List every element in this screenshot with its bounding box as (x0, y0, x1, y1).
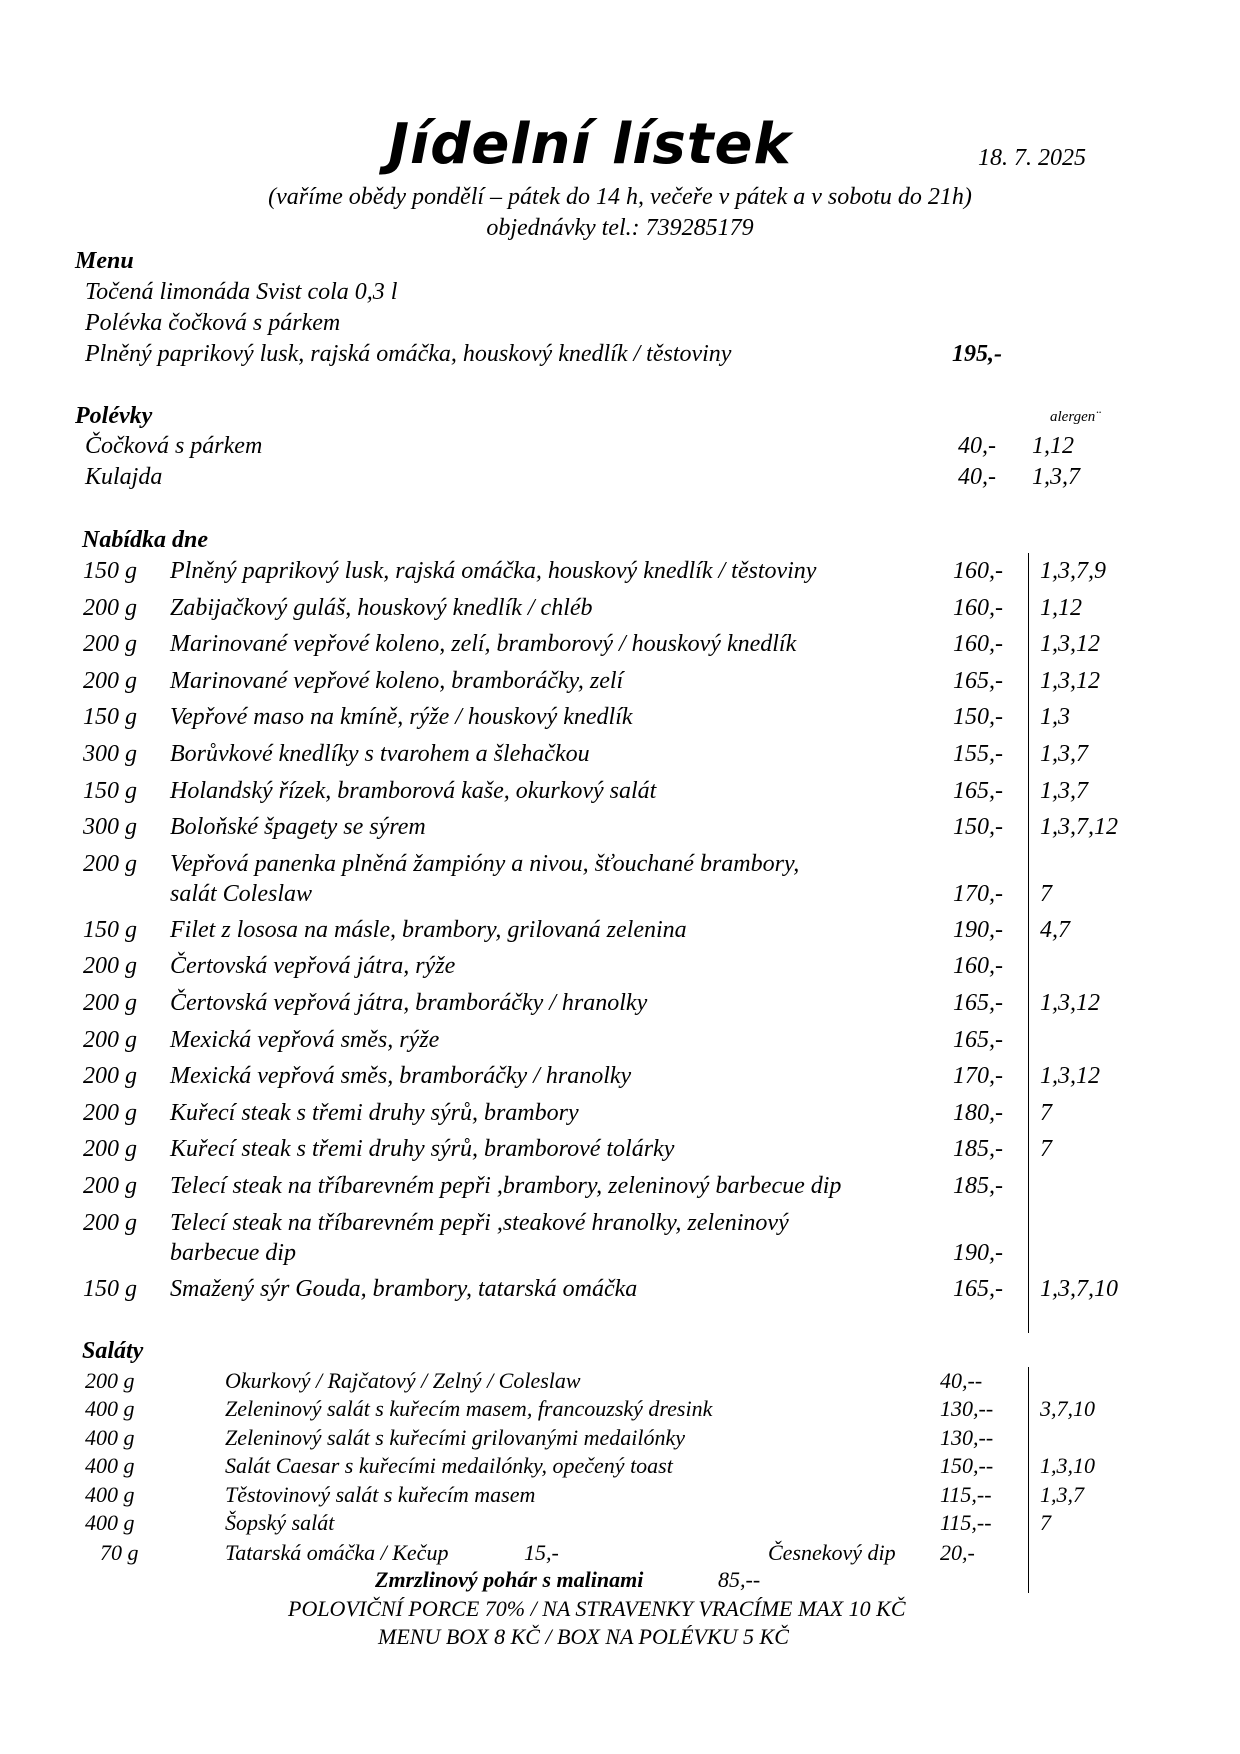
salad-name: Salát Caesar s kuřecími medailónky, opečený toast (225, 1453, 673, 1479)
dish-name: Boloňské špagety se sýrem (170, 814, 426, 841)
salad-weight: 400 g (85, 1510, 135, 1535)
dish-name: Marinované vepřové koleno, zelí, bramborový / houskový knedlík (170, 631, 797, 658)
dish-name: Holandský řízek, bramborová kaše, okurkový salát (170, 777, 657, 804)
sauce-tatar: Tatarská omáčka / Kečup (225, 1540, 449, 1565)
menu-item-drink: Točená limonáda Svist cola 0,3 l (85, 279, 398, 305)
dish-price: 180,- (953, 1099, 1003, 1126)
dish-weight: 300 g (83, 814, 137, 841)
dish-weight: 200 g (83, 1173, 137, 1199)
dish-weight: 200 g (83, 1099, 137, 1126)
salad-price: 115,-- (940, 1510, 992, 1535)
dish-allergens: 1,3,7,12 (1040, 814, 1118, 841)
dish-name: Mexická vepřová směs, rýže (170, 1026, 440, 1053)
dish-weight: 150 g (83, 558, 137, 584)
dish-allergens: 1,3,12 (1040, 667, 1100, 694)
soups-heading: Polévky (75, 403, 153, 429)
dish-name: Kuřecí steak s třemi druhy sýrů, bramborové tolárky (170, 1136, 675, 1163)
sauce-garlic-price: 20,- (940, 1540, 975, 1565)
soup-price: 40,- (958, 433, 996, 459)
salad-allergens: 1,3,10 (1040, 1453, 1095, 1479)
dish-allergens: 1,3,7,10 (1040, 1275, 1118, 1302)
dish-weight: 200 g (83, 990, 137, 1016)
dish-price: 165,- (953, 1026, 1003, 1053)
dish-price: 150,- (953, 704, 1003, 731)
salad-price: 40,-- (940, 1368, 983, 1393)
sauce-tatar-price: 15,- (524, 1540, 559, 1565)
salad-name: Zeleninový salát s kuřecími grilovanými medailónky (225, 1424, 686, 1450)
opening-hours: (vaříme obědy pondělí – pátek do 14 h, večeře v pátek a v sobotu do 21h) (268, 184, 972, 210)
dish-price: 165,- (953, 1275, 1003, 1302)
dish-allergens: 1,3,7 (1040, 741, 1088, 767)
footer-line-boxes: MENU BOX 8 KČ / BOX NA POLÉVKU 5 KČ (378, 1624, 789, 1649)
dish-name: Telecí steak na tříbarevném pepři ,brambory, zeleninový barbecue dip (170, 1173, 842, 1199)
dish-name-cont: salát Coleslaw (170, 880, 313, 907)
dish-allergens: 1,12 (1040, 594, 1082, 621)
dish-price: 170,- (953, 1063, 1003, 1090)
dish-allergens: 7 (1040, 880, 1052, 907)
dish-name: Vepřové maso na kmíně, rýže / houskový knedlík (170, 704, 633, 731)
salad-weight: 400 g (85, 1481, 135, 1507)
dish-allergens: 1,3,12 (1040, 990, 1100, 1016)
dish-weight: 200 g (83, 1063, 137, 1090)
dish-price: 160,- (953, 594, 1003, 621)
dish-price: 185,- (953, 1173, 1003, 1199)
dish-allergens: 7 (1040, 1099, 1052, 1126)
dish-name: Filet z lososa na másle, brambory, grilovaná zelenina (170, 916, 687, 943)
dish-weight: 200 g (83, 953, 137, 980)
dish-name: Plněný paprikový lusk, rajská omáčka, houskový knedlík / těstoviny (170, 558, 817, 584)
dish-allergens: 7 (1040, 1136, 1052, 1163)
salad-weight: 400 g (85, 1396, 135, 1422)
menu-item-main: Plněný paprikový lusk, rajská omáčka, houskový knedlík / těstoviny (85, 341, 732, 367)
dish-weight: 200 g (83, 667, 137, 694)
footer-line-portions: POLOVIČNÍ PORCE 70% / NA STRAVENKY VRACÍME MAX 10 KČ (288, 1596, 906, 1621)
dish-weight: 150 g (83, 916, 137, 943)
dessert-price: 85,-- (718, 1567, 761, 1592)
menu-price: 195,- (952, 341, 1002, 367)
dish-price: 160,- (953, 631, 1003, 658)
dish-name: Mexická vepřová směs, bramboráčky / hranolky (170, 1063, 632, 1090)
salad-weight: 400 g (85, 1453, 135, 1479)
dish-price: 165,- (953, 777, 1003, 804)
dish-name-cont: barbecue dip (170, 1239, 296, 1266)
salad-name: Okurkový / Rajčatový / Zelný / Coleslaw (225, 1368, 581, 1393)
dish-weight: 200 g (83, 1209, 137, 1236)
daily-heading: Nabídka dne (82, 527, 208, 553)
dish-price: 165,- (953, 667, 1003, 694)
dish-weight: 200 g (83, 850, 137, 877)
dish-name: Telecí steak na tříbarevném pepři ,steakové hranolky, zeleninový (170, 1209, 789, 1236)
salad-name: Těstovinový salát s kuřecím masem (225, 1481, 536, 1507)
dish-allergens: 4,7 (1040, 916, 1070, 943)
dish-weight: 150 g (83, 704, 137, 731)
salad-allergen-divider (1028, 1367, 1029, 1593)
dish-name: Smažený sýr Gouda, brambory, tatarská omáčka (170, 1275, 638, 1302)
dish-price: 190,- (953, 1239, 1003, 1266)
dish-allergens: 1,3,12 (1040, 631, 1100, 658)
salad-allergens: 3,7,10 (1040, 1396, 1095, 1422)
salad-name: Šopský salát (225, 1510, 335, 1535)
dish-price: 190,- (953, 916, 1003, 943)
soup-allergens: 1,3,7 (1032, 464, 1080, 490)
dish-name: Marinované vepřové koleno, bramboráčky, zelí (170, 667, 624, 694)
salad-price: 115,-- (940, 1481, 992, 1507)
dish-allergens: 1,3,12 (1040, 1063, 1100, 1090)
dish-weight: 200 g (83, 1026, 137, 1053)
dish-price: 155,- (953, 741, 1003, 767)
salad-allergens: 7 (1040, 1510, 1051, 1535)
salad-price: 150,-- (940, 1453, 994, 1479)
dish-weight: 150 g (83, 1275, 137, 1302)
dish-name: Vepřová panenka plněná žampióny a nivou, šťouchané brambory, (170, 850, 800, 877)
page-title: Jídelní lístek (388, 112, 792, 177)
dish-name: Borůvkové knedlíky s tvarohem a šlehačkou (170, 741, 590, 767)
dish-weight: 200 g (83, 1136, 137, 1163)
dish-name: Kuřecí steak s třemi druhy sýrů, brambory (170, 1099, 579, 1126)
salad-weight: 200 g (85, 1368, 135, 1393)
allergen-label: alergen¨ (1050, 409, 1101, 425)
menu-date: 18. 7. 2025 (978, 145, 1086, 171)
dish-name: Zabijačkový guláš, houskový knedlík / chléb (170, 594, 593, 621)
dish-price: 165,- (953, 990, 1003, 1016)
salads-heading: Saláty (82, 1338, 144, 1364)
menu-item-soup: Polévka čočková s párkem (85, 310, 341, 336)
dish-price: 160,- (953, 953, 1003, 980)
dish-weight: 200 g (83, 631, 137, 658)
dish-name: Čertovská vepřová játra, bramboráčky / hranolky (170, 990, 648, 1016)
sauce-weight: 70 g (100, 1540, 139, 1565)
dish-price: 185,- (953, 1136, 1003, 1163)
dish-name: Čertovská vepřová játra, rýže (170, 953, 456, 980)
order-phone: objednávky tel.: 739285179 (486, 215, 754, 241)
soup-name: Čočková s párkem (85, 433, 263, 459)
dish-weight: 200 g (83, 594, 137, 621)
dish-price: 150,- (953, 814, 1003, 841)
allergen-divider (1028, 553, 1029, 1333)
soup-price: 40,- (958, 464, 996, 490)
salad-price: 130,-- (940, 1396, 994, 1422)
soup-allergens: 1,12 (1032, 433, 1074, 459)
dish-allergens: 1,3,7,9 (1040, 558, 1106, 584)
salad-name: Zeleninový salát s kuřecím masem, francouzský dresink (225, 1396, 713, 1422)
sauce-garlic: Česnekový dip (768, 1540, 896, 1565)
dish-weight: 300 g (83, 741, 137, 767)
soup-name: Kulajda (85, 464, 163, 490)
menu-heading: Menu (75, 248, 134, 274)
dish-allergens: 1,3 (1040, 704, 1070, 731)
dish-allergens: 1,3,7 (1040, 777, 1088, 804)
dish-weight: 150 g (83, 777, 137, 804)
dish-price: 160,- (953, 558, 1003, 584)
dish-price: 170,- (953, 880, 1003, 907)
dessert-name: Zmrzlinový pohár s malinami (375, 1567, 644, 1592)
salad-price: 130,-- (940, 1424, 994, 1450)
salad-allergens: 1,3,7 (1040, 1481, 1084, 1507)
salad-weight: 400 g (85, 1424, 135, 1450)
